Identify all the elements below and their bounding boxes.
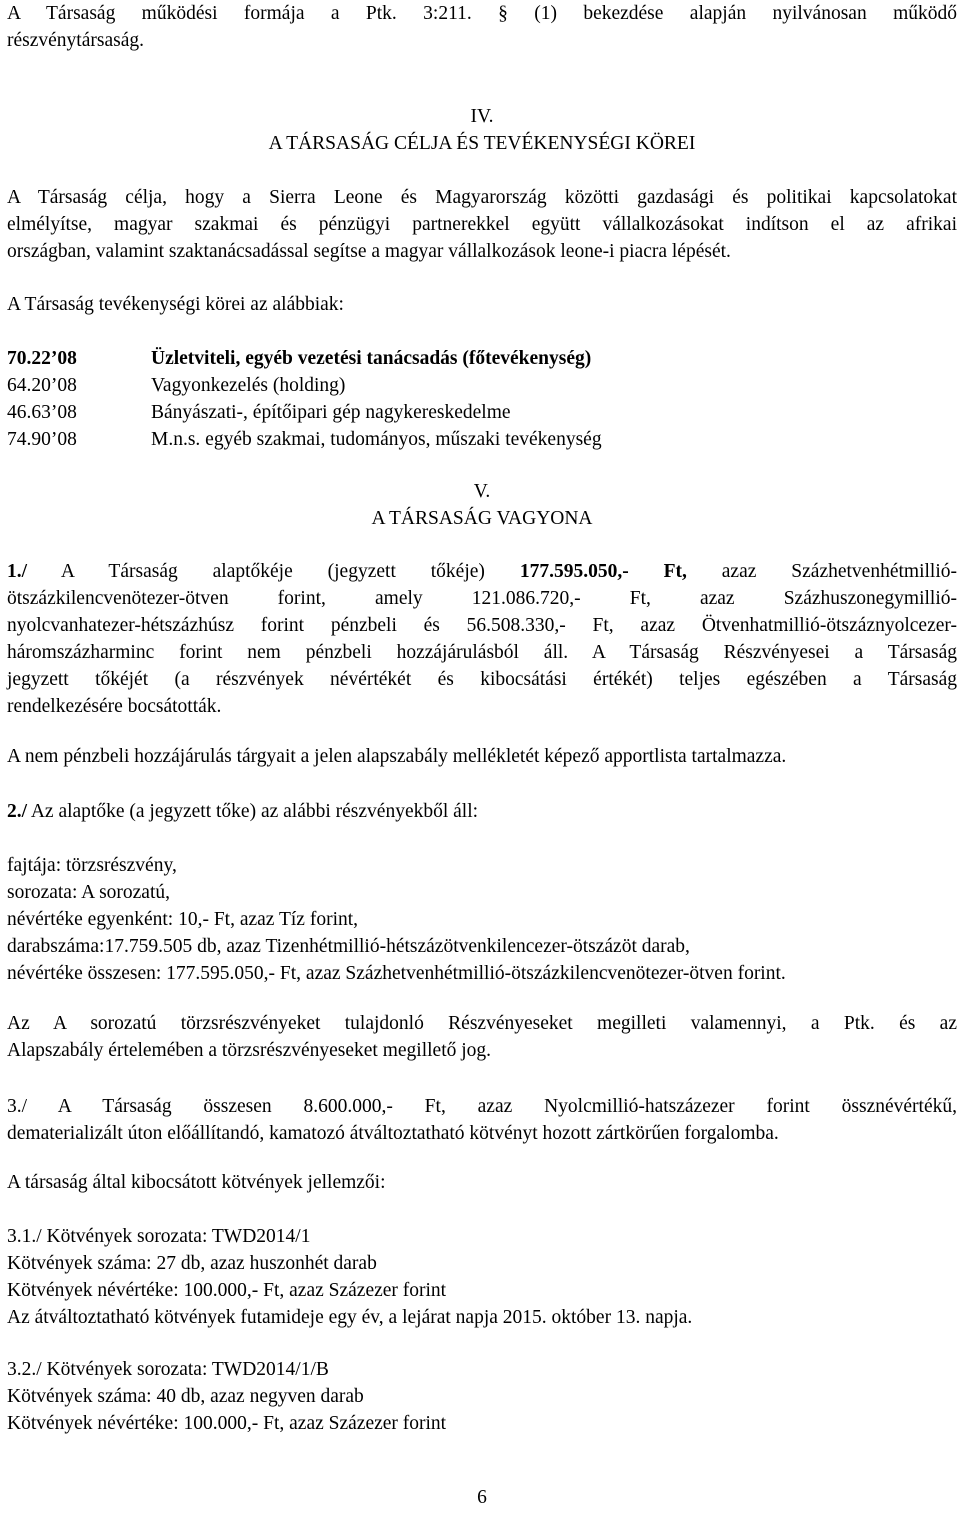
capital-text-c: azaz Százhetvenhétmillió-: [686, 561, 957, 582]
intro-paragraph: [7, 0, 957, 54]
paragraph-number: 1./: [7, 561, 28, 582]
bonds-intro-text: A társaság által kibocsátott kötvények jellemzői:: [7, 1172, 386, 1193]
capital-line-1: [7, 558, 957, 585]
shares-intro-text: Az alaptőke (a jegyzett tőke) az alábbi részvényekből áll:: [27, 801, 479, 822]
purpose-paragraph: [7, 184, 957, 265]
bonds-line-2: dematerializált úton előállítandó, kamatozó átváltoztatható kötvényt hozott zártkörűen forgalomba.: [7, 1123, 779, 1144]
activity-code: 64.20’08: [7, 375, 77, 396]
share-attribute: darabszáma:17.759.505 db, azaz Tizenhétmillió-hétszázötvenkilencezer-ötszázöt darab,: [7, 936, 690, 957]
purpose-line-1: A Társaság célja, hogy a Sierra Leone és Magyarország közötti gazdasági és politikai kapcsolatokat: [7, 187, 957, 208]
section-4-title: A TÁRSASÁG CÉLJA ÉS TEVÉKENYSÉGI KÖREI: [268, 133, 696, 154]
capital-text-a: A Társaság alaptőkéje (jegyzett tőkéje): [27, 561, 520, 582]
capital-line-4: háromszázharminc forint nem pénzbeli hozzájárulásból áll. A Társaság Részvényesei a Társaság: [7, 642, 957, 663]
bond-attribute: Kötvények névértéke: 100.000,- Ft, azaz Százezer forint: [7, 1280, 447, 1301]
activities-intro: [7, 291, 957, 318]
purpose-line-2: elmélyítse, magyar szakmai és pénzügyi partnerekkel együtt vállalkozásokat indítson el az afrikai: [7, 214, 957, 235]
bond-series-2: [7, 1356, 957, 1437]
activities-intro-text: A Társaság tevékenységi körei az alábbiak:: [7, 294, 344, 315]
activity-description: Üzletviteli, egyéb vezetési tanácsadás (főtevékenység): [151, 348, 592, 369]
bond-attribute: Kötvények száma: 40 db, azaz negyven darab: [7, 1386, 364, 1407]
share-attribute: névértéke egyenként: 10,- Ft, azaz Tíz forint,: [7, 909, 359, 930]
bond-attribute: Kötvények névértéke: 100.000,- Ft, azaz Százezer forint: [7, 1413, 447, 1434]
capital-line-6: rendelkezésére bocsátották.: [7, 696, 222, 717]
activities-list: [7, 345, 957, 453]
bond-attribute: Kötvények száma: 27 db, azaz huszonhét darab: [7, 1253, 377, 1274]
bonds-paragraph: [7, 1093, 957, 1147]
bond-attribute: 3.2./ Kötvények sorozata: TWD2014/1/B: [7, 1359, 329, 1380]
section-5-number: V.: [473, 481, 491, 502]
bonds-intro: [7, 1169, 957, 1196]
shares-list: [7, 852, 957, 987]
apport-paragraph: [7, 743, 957, 770]
capital-line-2: ötszázkilencvenötezer-ötven forint, amely 121.086.720,- Ft, azaz Százhuszonegymillió-: [7, 588, 957, 609]
bond-attribute: 3.1./ Kötvények sorozata: TWD2014/1: [7, 1226, 311, 1247]
bonds-line-1: 3./ A Társaság összesen 8.600.000,- Ft, azaz Nyolcmillió-hatszázezer forint össznévértékű,: [7, 1096, 957, 1117]
intro-line-1: A Társaság működési formája a Ptk. 3:211. § (1) bekezdése alapján nyilvánosan működő: [7, 3, 957, 24]
section-5-title: A TÁRSASÁG VAGYONA: [371, 508, 593, 529]
bond-attribute: Az átváltoztatható kötvények futamideje egy év, a lejárat napja 2015. október 13. napja.: [7, 1307, 693, 1328]
share-attribute: fajtája: törzsrészvény,: [7, 855, 177, 876]
section-5-heading: [7, 478, 957, 532]
share-attribute: névértéke összesen: 177.595.050,- Ft, azaz Százhetvenhétmillió-ötszázkilencvenötezer-ötven forint.: [7, 963, 786, 984]
shares-intro-paragraph: [7, 798, 957, 825]
intro-line-2: részvénytársaság.: [7, 30, 144, 51]
page-number: 6: [477, 1487, 487, 1508]
section-4-number: IV.: [470, 106, 494, 127]
activity-code: 74.90’08: [7, 429, 77, 450]
activity-description: Bányászati-, építőipari gép nagykereskedelme: [151, 402, 511, 423]
activity-description: Vagyonkezelés (holding): [151, 375, 346, 396]
shares-intro-line: [7, 798, 957, 825]
bond-series-1: [7, 1223, 957, 1331]
activity-code: 46.63’08: [7, 402, 77, 423]
rights-line-2: Alapszabály értelemében a törzsrészvényeseket megillető jog.: [7, 1040, 492, 1061]
activity-description: M.n.s. egyéb szakmai, tudományos, műszaki tevékenység: [151, 429, 602, 450]
capital-line-5: jegyzett tőkéjét (a részvények névértékét és kibocsátási értékét) teljes egészében a Társaság: [7, 669, 957, 690]
rights-line-1: Az A sorozatú törzsrészvényeket tulajdonló Részvényeseket megilleti valamennyi, a Ptk. és az: [7, 1013, 957, 1034]
share-attribute: sorozata: A sorozatú,: [7, 882, 170, 903]
paragraph-number: 2./: [7, 801, 28, 822]
purpose-line-3: országban, valamint szaktanácsadással segítse a magyar vállalkozások leone-i piacra lépését.: [7, 241, 731, 262]
section-4-heading: [7, 103, 957, 157]
capital-line-3: nyolcvanhatezer-hétszázhúsz forint pénzbeli és 56.508.330,- Ft, azaz Ötvenhatmillió-ötszáznyolcezer-: [7, 615, 957, 636]
apport-text: A nem pénzbeli hozzájárulás tárgyait a jelen alapszabály mellékletét képező apportlista tartalmazza.: [7, 746, 787, 767]
capital-amount: 177.595.050,- Ft,: [519, 561, 687, 582]
capital-paragraph: [7, 558, 957, 720]
activity-code: 70.22’08: [7, 348, 77, 369]
rights-paragraph: [7, 1010, 957, 1064]
